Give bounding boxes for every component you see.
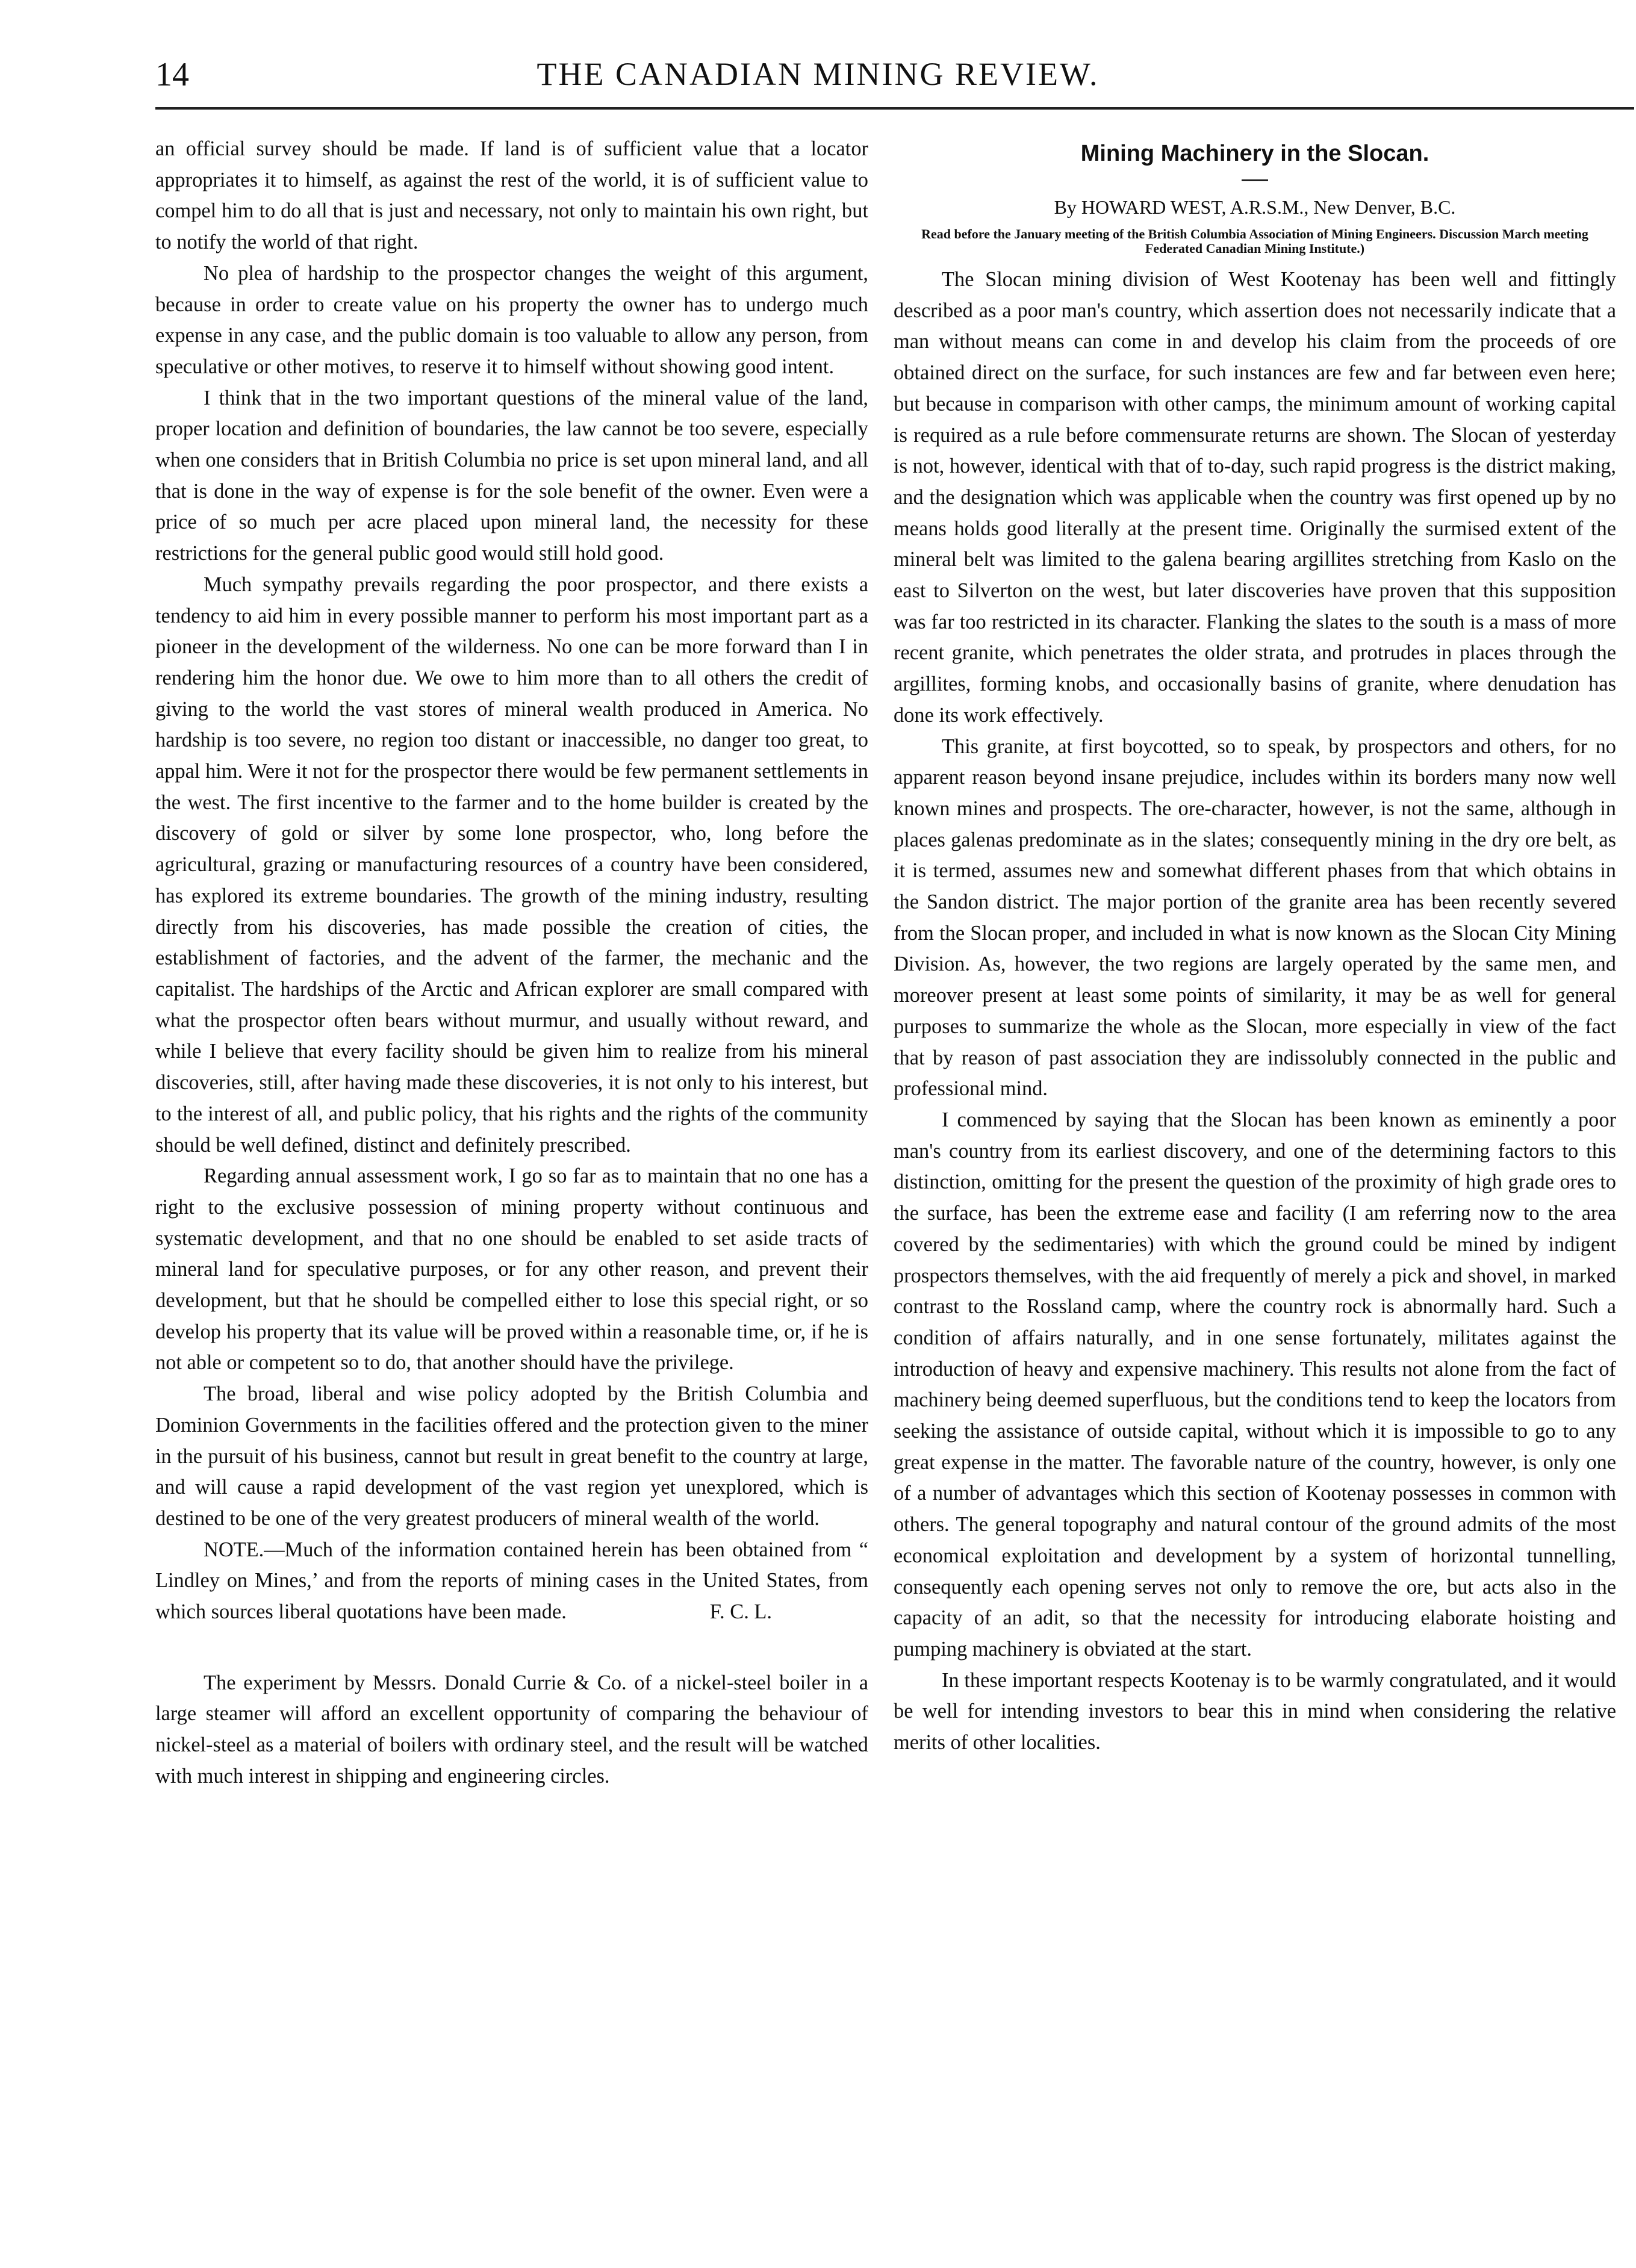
- note-paragraph: [155, 1535, 868, 1628]
- paragraph: Regarding annual assessment work, I go so far as to maintain that no one has a right to the exclusive possession of mining property without continuous and systematic development, and that no one should be enabled to set aside tracts of mineral land for speculative purposes, or for any other reason, and prevent their development, but that he should be compelled either to lose this special right, or so develop his property that its value will be proved within a reasonable time, or, if he is not able or competent so to do, that another should have the privilege.: [155, 1164, 868, 1375]
- page-number: 14: [155, 56, 189, 93]
- paragraph: In these important respects Kootenay is to be warmly congratulated, and it would be well for intending investors to bear this in mind when considering the relative merits of other localities.: [894, 1668, 1616, 1754]
- byline: By HOWARD WEST, A.R.S.M., New Denver, B.C.: [1054, 196, 1456, 218]
- paragraph: The Slocan mining division of West Kootenay has been well and fittingly described as a poor man's country, which assertion does not necessarily indicate that a man without means can come in and develop his claim from the proceeds of ore obtained direct on the surface, for such instances are few and far between even here; but because in comparison with other camps, the minimum amount of working capital is required as a rule before commensurate returns are shown. The Slocan of yesterday is not, however, identical with that of to-day, such rapid progress is the district making, and the designation which was applicable when the country was first opened up by no means holds good literally at the present time. Originally the surmised extent of the mineral belt was limited to the galena bearing argillites stretching from Kaslo on the east to Silverton on the west, but later discoveries have proven that this supposition was far too restricted in its character. Flanking the slates to the south is a mass of more recent granite, which penetrates the older strata, and protrudes in places through the argillites, forming knobs, and occasionally basins of granite, where denudation has done its work effectively.: [894, 268, 1616, 727]
- paragraph: I think that in the two important questions of the mineral value of the land, proper location and definition of boundaries, the law cannot be too severe, especially when one considers that in British Columbia no price is set upon mineral land, and all that is done in the way of expense is for the sole benefit of the owner. Even were a price of so much per acre placed upon mineral land, the necessity for these restrictions for the general public good would still hold good.: [155, 386, 868, 565]
- publication-title: THE CANADIAN MINING REVIEW.: [537, 56, 1099, 92]
- article-title: Mining Machinery in the Slocan.: [1080, 141, 1429, 166]
- header-rule: [155, 107, 1634, 110]
- paragraph: an official survey should be made. If land is of sufficient value that a locator appropriates it to himself, as against the rest of the world, it is of sufficient value to compel him to do all that is just and necessary, not only to maintain his own right, but to notify the world of that right.: [155, 137, 868, 254]
- note-text: NOTE.—Much of the information contained herein has been obtained from “ Lindley on Mines,’ and from the reports of mining cases in the United States, from which sources liberal quotations have been made.: [155, 1538, 868, 1624]
- signature: F. C. L.: [709, 1600, 772, 1624]
- section-gap: [155, 1628, 868, 1668]
- paragraph: The broad, liberal and wise policy adopted by the British Columbia and Dominion Governments in the facilities offered and the protection given to the miner in the pursuit of his business, cannot but result in great benefit to the country at large, and will cause a rapid development of the vast region yet unexplored, which is destined to be one of the very greatest producers of mineral wealth of the world.: [155, 1382, 868, 1530]
- paragraph: Much sympathy prevails regarding the poor prospector, and there exists a tendency to aid him in every possible manner to perform his most important part as a pioneer in the development of the wilderness. No one can be more forward than I in rendering him the honor due. We owe to him more than to all others the credit of giving to the world the vast stores of mineral wealth produced in America. No hardship is too severe, no region too distant or inaccessible, no danger too great, to appal him. Were it not for the prospector there would be few permanent settlements in the west. The first incentive to the farmer and to the home builder is created by the discovery of gold or silver by some lone prospector, who, long before the agricultural, grazing or manufacturing resources of a country have been considered, has explored its extreme boundaries. The growth of the mining industry, resulting directly from his discoveries, has made possible the creation of cities, the establishment of factories, and the advent of the farmer, the mechanic and the capitalist. The hardships of the Arctic and African explorer are small compared with what the prospector often bears without murmur, and usually without reward, and while I believe that every facility should be given him to realize from his mineral discoveries, still, after having made these discoveries, it is not only to his interest, but to the interest of all, and public policy, that his rights and the rights of the community should be well defined, distinct and definitely prescribed.: [155, 573, 868, 1157]
- title-dash: [1242, 179, 1268, 181]
- paragraph: No plea of hardship to the prospector changes the weight of this argument, because in order to create value on his property the owner has to undergo much expense in any case, and the public domain is too valuable to allow any person, from speculative or other motives, to reserve it to himself without showing good intent.: [155, 261, 868, 378]
- left-column: [155, 134, 868, 1792]
- right-column: [894, 134, 1616, 1759]
- paragraph: This granite, at first boycotted, so to speak, by prospectors and others, for no apparent reason beyond insane prejudice, includes within its borders many now well known mines and prospects. The ore-character, however, is not the same, although in places galenas predominate as in the slates; consequently mining in the dry ore belt, as it is termed, assumes new and somewhat different phases from that which obtains in the Sandon district. The major portion of the granite area has been recently severed from the Slocan proper, and included in what is now known as the Slocan City Mining Division. As, however, the two regions are largely operated by the same men, and moreover present at least some points of similarity, it may be as well for general purposes to summarize the whole as the Slocan, more especially in view of the fact that by reason of past association they are indissolubly connected in the public and professional mind.: [894, 735, 1616, 1101]
- paragraph: I commenced by saying that the Slocan has been known as eminently a poor man's country from its earliest discovery, and one of the determining factors to this distinction, omitting for the present the question of the proximity of high grade ores to the surface, has been the extreme ease and facility (I am referring now to the area covered by the sedimentaries) with which the ground could be mined by indigent prospectors themselves, with the aid frequently of merely a pick and shovel, in marked contrast to the Rossland camp, where the country rock is abnormally hard. Such a condition of affairs naturally, and in one sense fortunately, militates against the introduction of heavy and expensive machinery. This results not alone from the fact of machinery being deemed superfluous, but the conditions tend to keep the locators from seeking the assistance of outside capital, without which it is impossible to go to any great expense in the matter. The favorable nature of the country, however, is only one of a number of advantages which this section of Kootenay possesses in common with others. The general topography and natural contour of the ground admits of the most economical exploitation and development by a system of horizontal tunnelling, consequently each opening serves not only to remove the ore, but acts also in the capacity of an adit, so that the necessity for introducing elaborate hoisting and pumping machinery is obviated at the start.: [894, 1108, 1616, 1661]
- paragraph: The experiment by Messrs. Donald Currie & Co. of a nickel-steel boiler in a large steamer will afford an excellent opportunity of comparing the behaviour of nickel-steel as a material of boilers with ordinary steel, and the result will be watched with much interest in shipping and engineering circles.: [155, 1671, 868, 1788]
- read-note: Read before the January meeting of the British Columbia Association of Mining Engineers. Discussion March meeting Federated Canadian Mining Institute.): [921, 226, 1588, 256]
